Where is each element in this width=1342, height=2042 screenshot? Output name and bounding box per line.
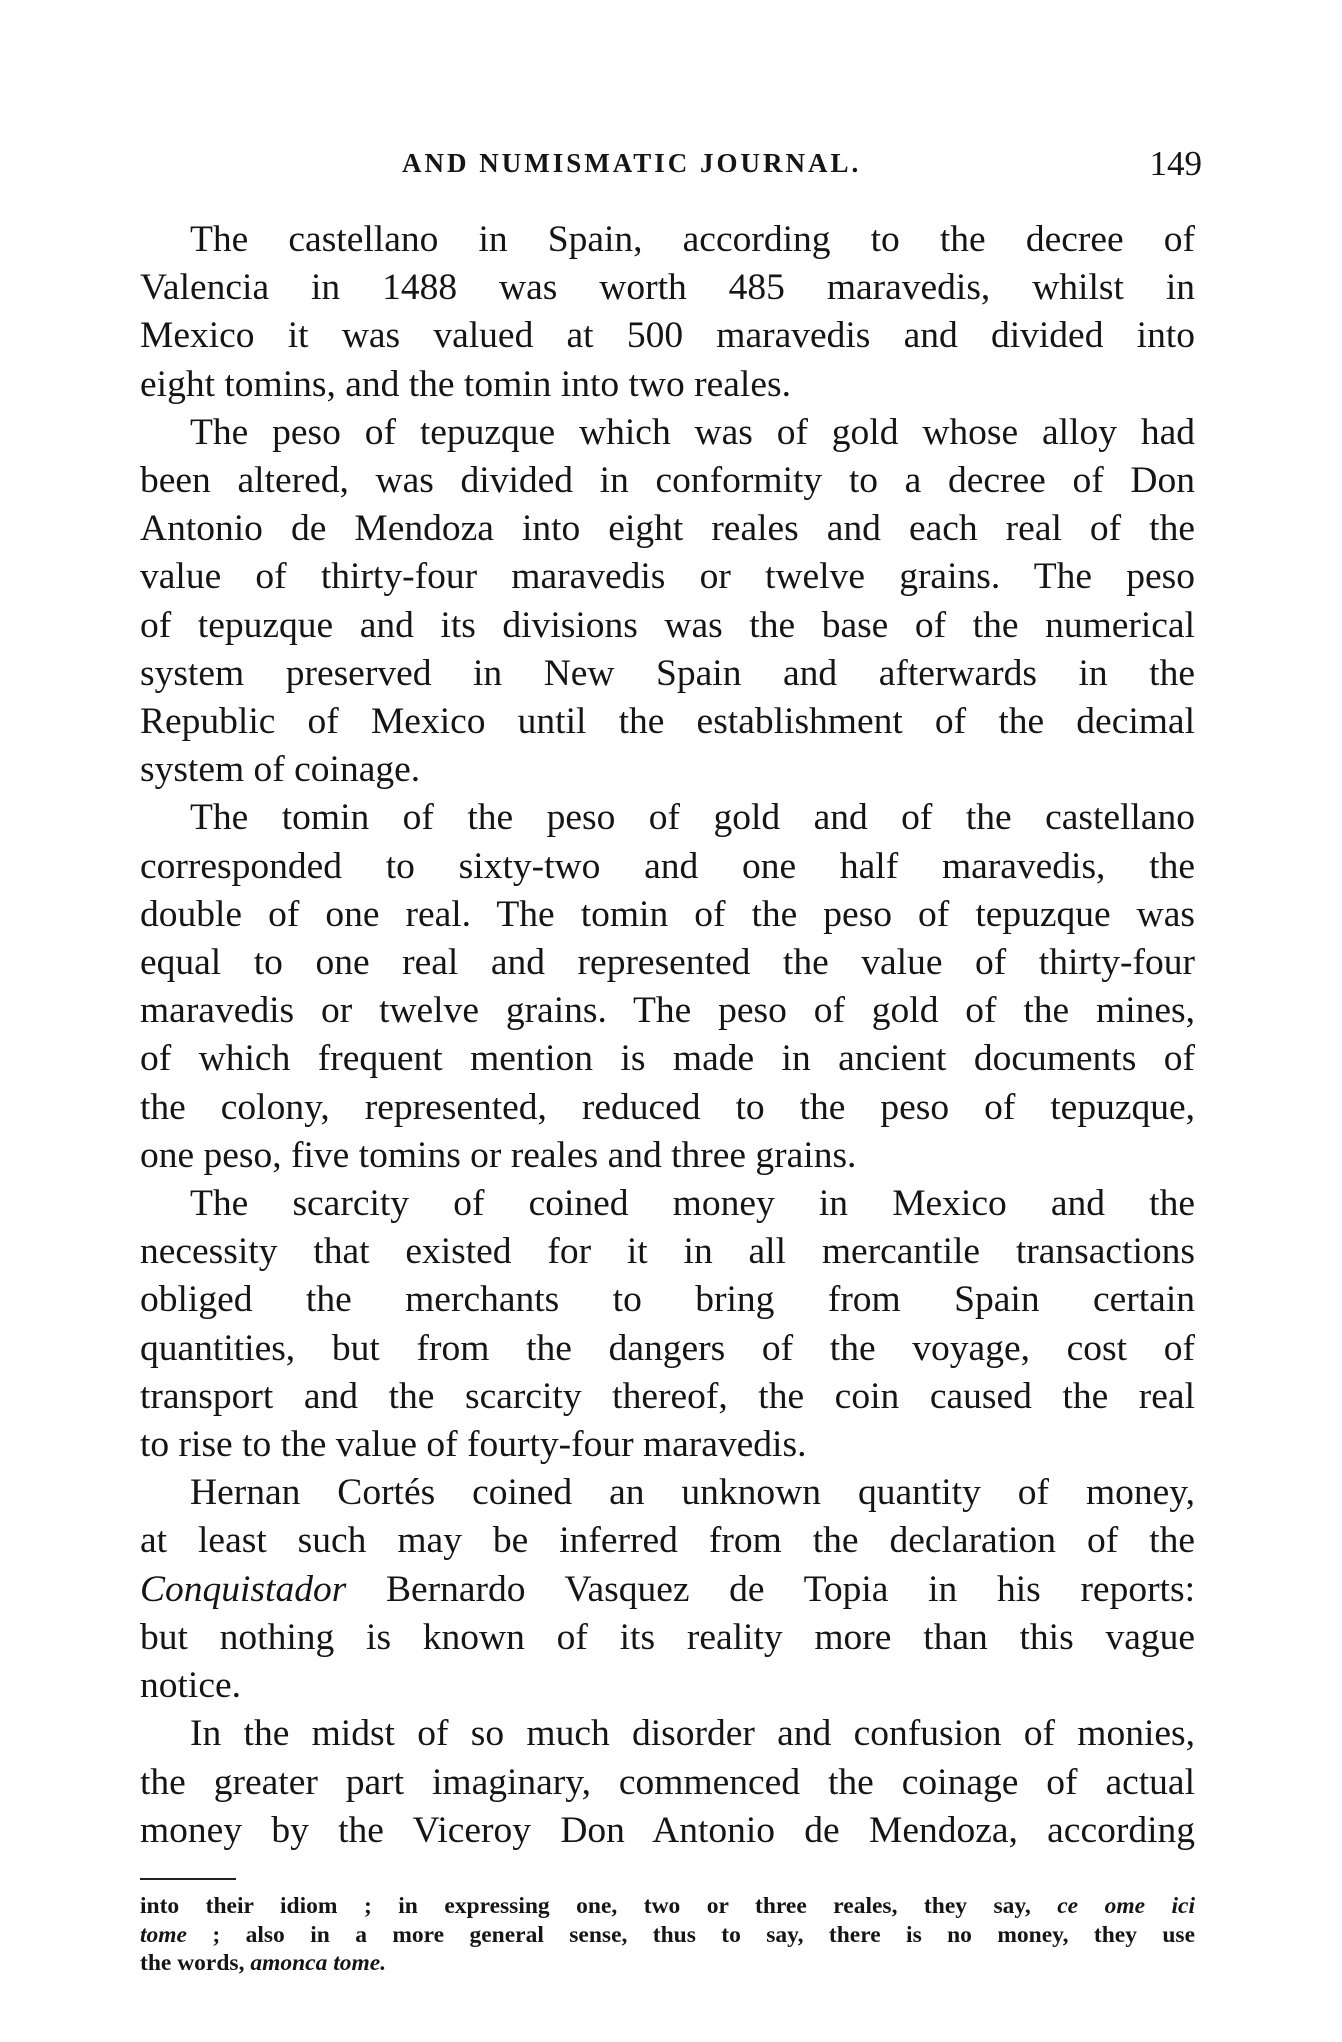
text-line: the greater part imaginary, commenced the coinage of actual: [140, 1761, 1195, 1803]
text-line: In the midst of so much disorder and confusion of monies,: [190, 1713, 1195, 1755]
text-run: ; also in a more general sense, thus to say, there is no money, they use: [187, 1921, 1195, 1948]
paragraph-scarcity: [140, 1180, 1195, 1469]
text-line: obliged the merchants to bring from Spain certain: [140, 1279, 1195, 1321]
text-line: quantities, but from the dangers of the voyage, cost of: [140, 1327, 1195, 1369]
footnote-line: [140, 1949, 1195, 1978]
text-line: corresponded to sixty-two and one half maravedis, the: [140, 845, 1195, 887]
text-line: Antonio de Mendoza into eight reales and each real of the: [140, 508, 1195, 550]
text-line: The scarcity of coined money in Mexico and the: [190, 1183, 1195, 1225]
body-text: [140, 216, 1195, 1855]
text-line: notice.: [140, 1665, 242, 1707]
footnote-rule: [140, 1878, 236, 1880]
text-line: value of thirty-four maravedis or twelve grains. The peso: [140, 556, 1195, 598]
text-line: money by the Viceroy Don Antonio de Mendoza, according: [140, 1809, 1195, 1851]
text-line: but nothing is known of its reality more than this vague: [140, 1616, 1195, 1658]
text-line: maravedis or twelve grains. The peso of gold of the mines,: [140, 990, 1195, 1032]
running-head: [140, 138, 1220, 188]
footnote-line: [140, 1921, 1195, 1950]
italic-term: amonca tome.: [250, 1950, 387, 1976]
text-line: of which frequent mention is made in ancient documents of: [140, 1038, 1195, 1080]
paragraph-cortes: [140, 1469, 1195, 1710]
text-line: The tomin of the peso of gold and of the castellano: [190, 797, 1195, 839]
footnote-line: [140, 1892, 1195, 1921]
text-line: transport and the scarcity thereof, the coin caused the real: [140, 1375, 1195, 1417]
text-line: The peso of tepuzque which was of gold whose alloy had: [190, 411, 1195, 453]
running-title: AND NUMISMATIC JOURNAL.: [402, 148, 862, 178]
text-line: the colony, represented, reduced to the peso of tepuzque,: [140, 1086, 1195, 1128]
text-line: been altered, was divided in conformity to a decree of Don: [140, 460, 1195, 502]
italic-term: ce ome ici: [1057, 1893, 1195, 1919]
text-line: Mexico it was valued at 500 maravedis and divided into: [140, 315, 1195, 357]
italic-term: tome: [140, 1921, 187, 1948]
text-line: Republic of Mexico until the establishment of the decimal: [140, 701, 1195, 743]
paragraph-peso-tepuzque: [140, 409, 1195, 795]
text-line: Valencia in 1488 was worth 485 maravedis, whilst in: [140, 267, 1195, 309]
text-line: double of one real. The tomin of the peso of tepuzque was: [140, 893, 1195, 935]
text-line: [140, 1566, 1195, 1614]
text-line: equal to one real and represented the value of thirty-four: [140, 942, 1195, 984]
text-run: into their idiom ; in expressing one, two or three reales, they say,: [140, 1893, 1058, 1919]
paragraph-castellano: [140, 216, 1195, 409]
text-line: eight tomins, and the tomin into two reales.: [140, 363, 791, 405]
text-line: The castellano in Spain, according to the decree of: [190, 219, 1195, 260]
text-line: system preserved in New Spain and afterwards in the: [140, 652, 1195, 694]
italic-term: Conquistador: [140, 1568, 347, 1610]
text-run: the words,: [140, 1950, 251, 1976]
text-line: system of coinage.: [140, 749, 421, 791]
text-line: of tepuzque and its divisions was the base of the numerical: [140, 604, 1195, 646]
text-line: at least such may be inferred from the declaration of the: [140, 1520, 1195, 1562]
page-number: 149: [1149, 144, 1202, 183]
footnote: [140, 1892, 1195, 1978]
paragraph-disorder: [140, 1710, 1195, 1855]
text-line: one peso, five tomins or reales and three grains.: [140, 1134, 857, 1176]
text-run: Bernardo Vasquez de Topia in his reports:: [346, 1568, 1195, 1610]
paragraph-tomin: [140, 794, 1195, 1180]
text-line: necessity that existed for it in all mercantile transactions: [140, 1231, 1195, 1273]
text-line: Hernan Cortés coined an unknown quantity of money,: [190, 1472, 1195, 1514]
text-line: to rise to the value of fourty-four maravedis.: [140, 1424, 807, 1466]
